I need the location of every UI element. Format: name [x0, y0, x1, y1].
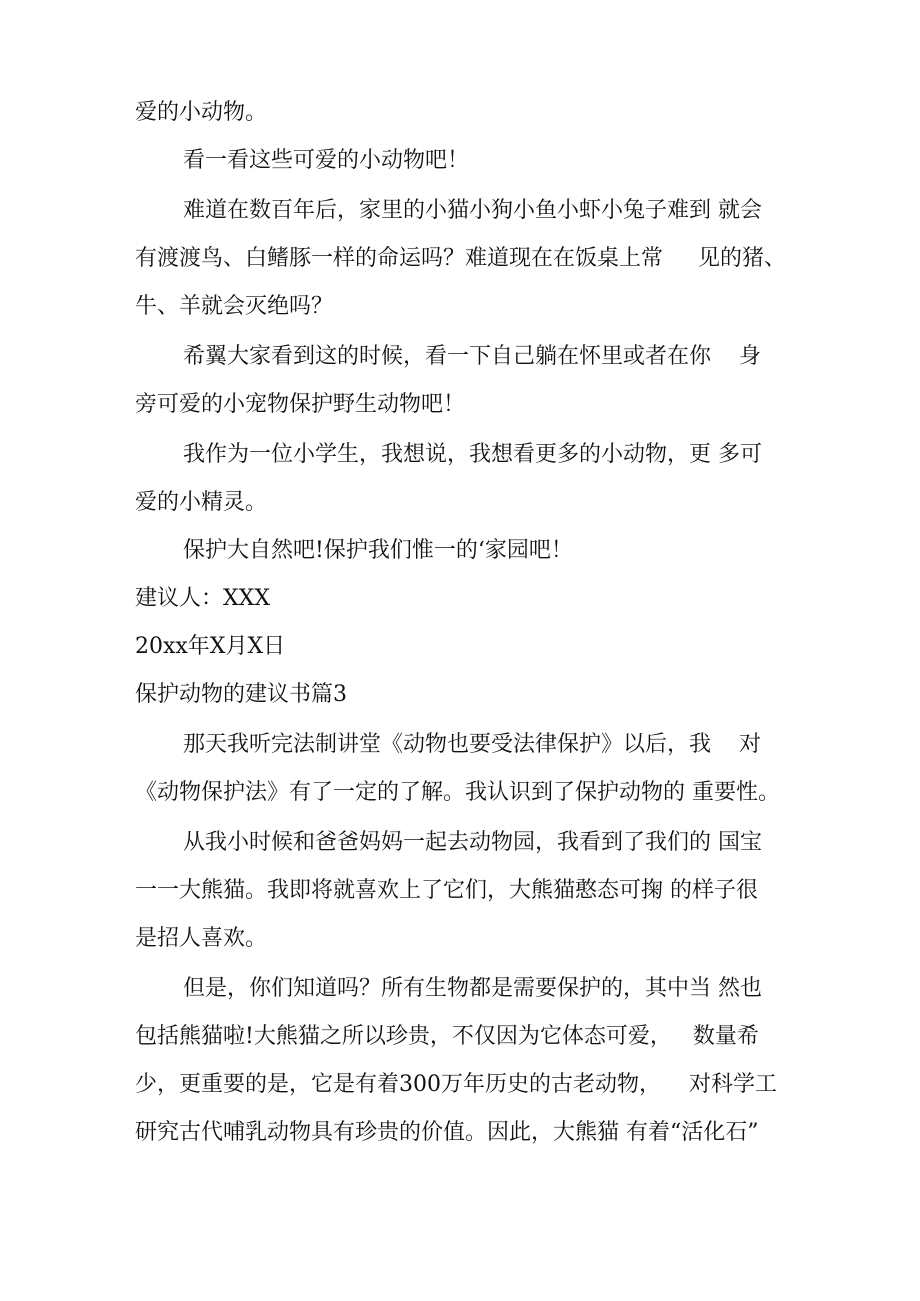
- text-line: 一一大熊猫。我即将就喜欢上了它们，大熊猫憨态可掬 的样子很: [135, 878, 758, 903]
- text-line: 我作为一位小学生，我想说，我想看更多的小动物，更 多可: [183, 442, 762, 467]
- text-line: 少，更重要的是，它是有着300万年历史的古老动物， 对科学工: [135, 1072, 777, 1097]
- text-line: 包括熊猫啦!大熊猫之所以珍贵，不仅因为它体态可爱， 数量希: [135, 1024, 759, 1049]
- text-line: 希翼大家看到这的时候，看一下自己躺在怀里或者在你 身: [183, 344, 761, 369]
- text-line: 旁可爱的小宠物保护野生动物吧！: [135, 392, 466, 417]
- text-line: 保护大自然吧!保护我们惟一的‘家园吧！: [183, 538, 573, 563]
- text-line: 但是，你们知道吗？所有生物都是需要保护的，其中当 然也: [183, 976, 762, 1001]
- section-heading: 保护动物的建议书篇3: [135, 682, 347, 707]
- text-line: 从我小时候和爸爸妈妈一起去动物园，我看到了我们的 国宝: [183, 830, 762, 855]
- text-line: 研究古代哺乳动物具有珍贵的价值。因此，大熊猫 有着“活化石”: [135, 1120, 759, 1145]
- text-line: 有渡渡鸟、白鳍豚一样的命运吗？难道现在在饭桌上常 见的猪、: [135, 246, 786, 271]
- text-line: 牛、羊就会灭绝吗？: [135, 294, 334, 319]
- text-line: 爱的小精灵。: [135, 490, 268, 515]
- text-line: 那天我听完法制讲堂《动物也要受法律保护》以后，我 对: [183, 732, 761, 757]
- text-line: 建议人：XXX: [135, 586, 270, 611]
- text-line: 难道在数百年后，家里的小猫小狗小鱼小虾小兔子难到 就会: [183, 198, 762, 223]
- text-line: 爱的小动物。: [135, 100, 268, 125]
- text-line: 看一看这些可爱的小动物吧！: [183, 148, 470, 173]
- text-line: 20xx年X月X日: [135, 634, 286, 659]
- text-line: 是招人喜欢。: [135, 926, 268, 951]
- text-line: 《动物保护法》有了一定的了解。我认识到了保护动物的 重要性。: [135, 780, 780, 805]
